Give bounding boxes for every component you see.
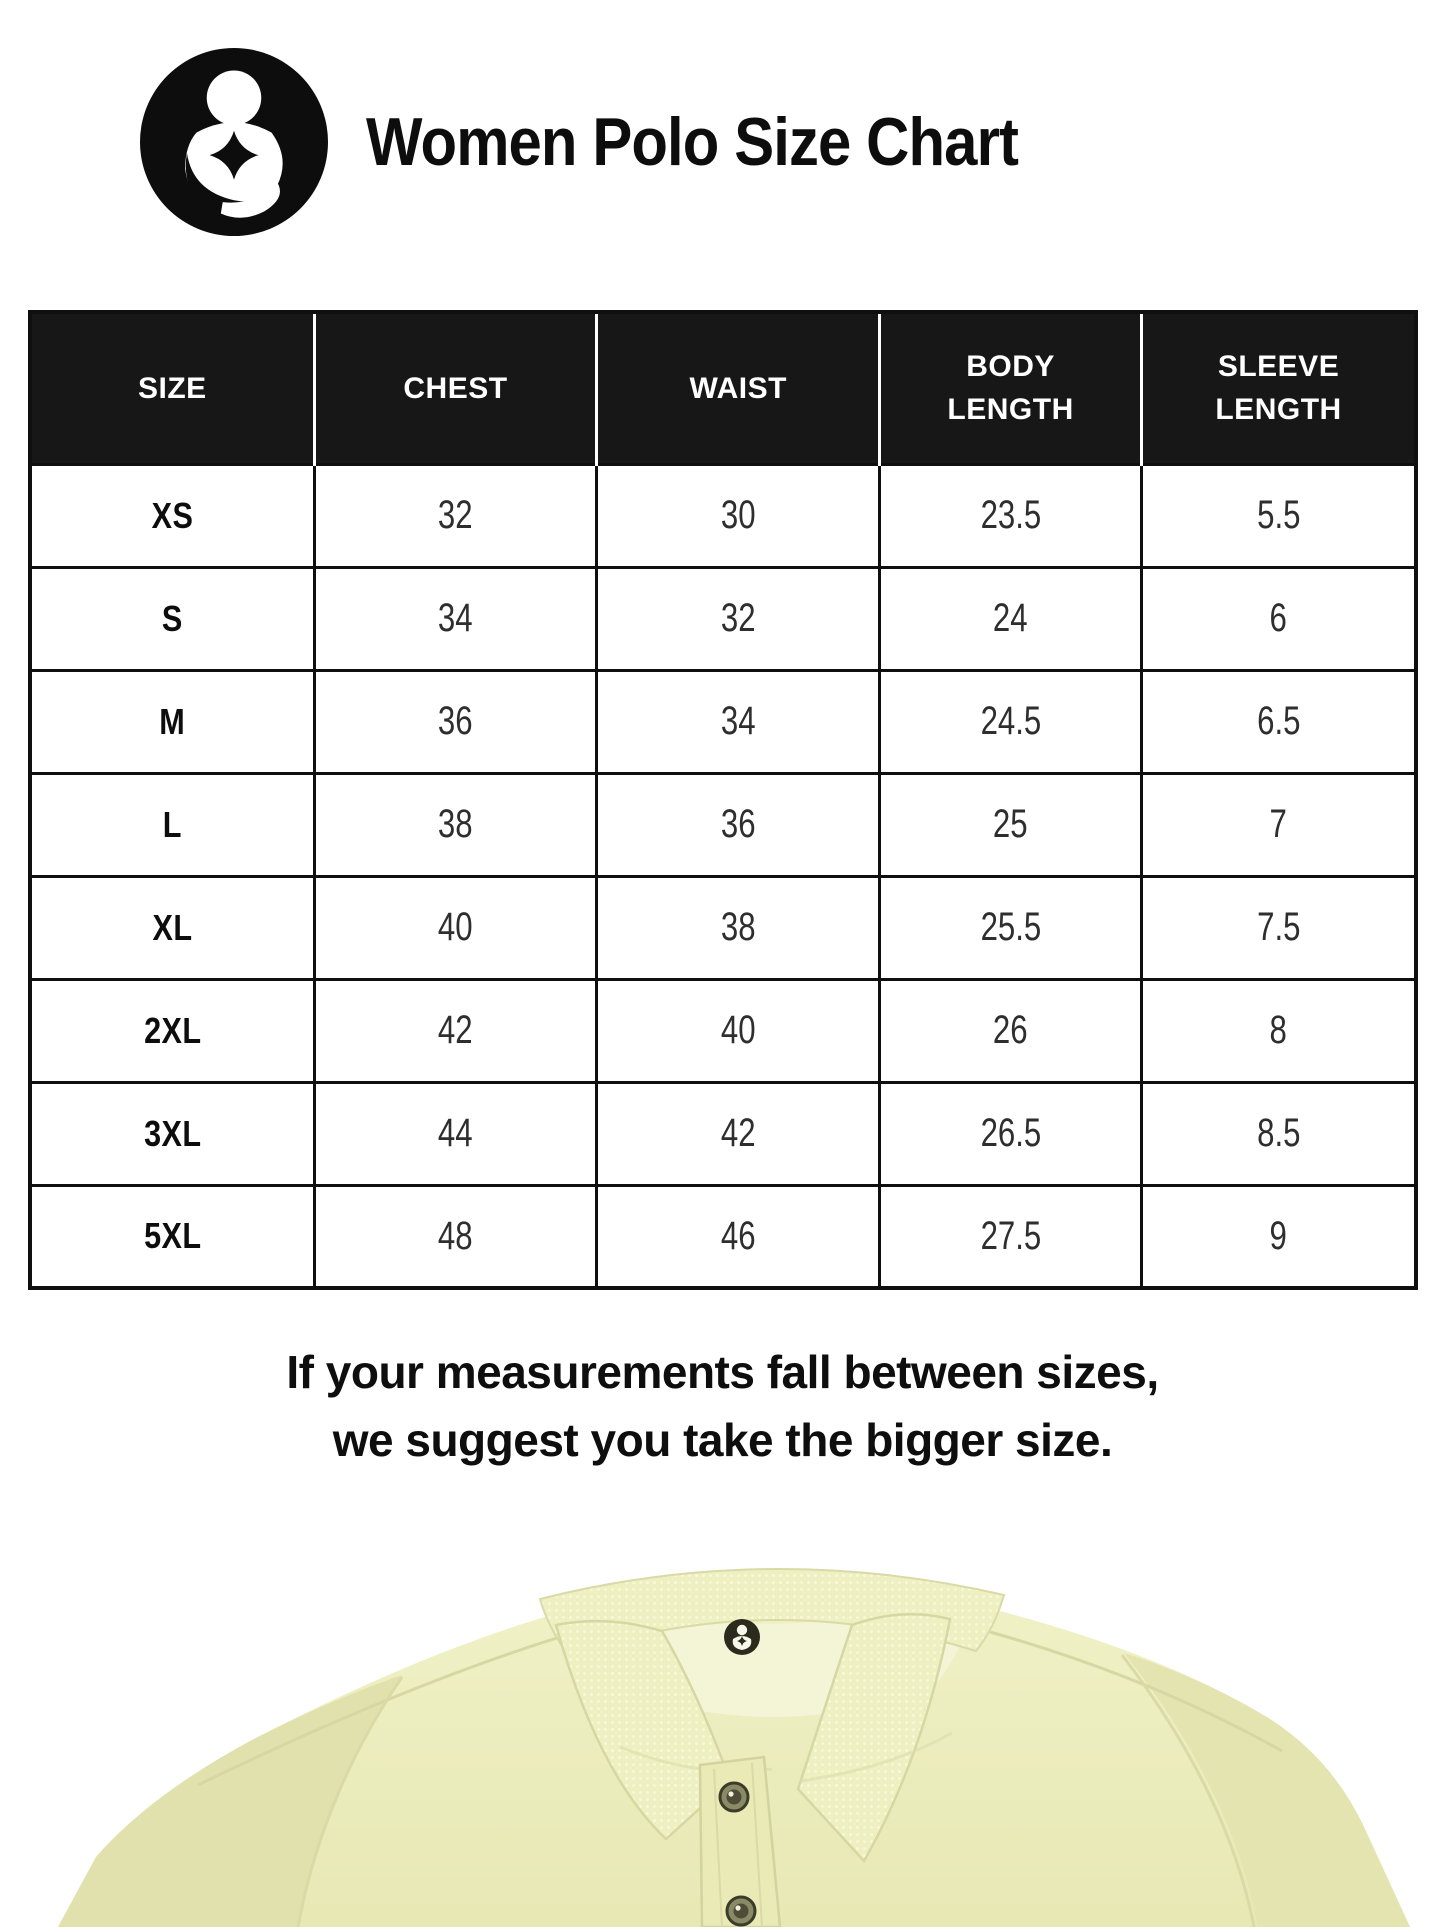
body-length-value: 24.5: [980, 699, 1041, 743]
body-length-cell: [880, 464, 1142, 567]
sleeve-length-value: 5.5: [1256, 493, 1301, 537]
body-length-cell: [880, 670, 1142, 773]
waist-value: 42: [720, 1111, 756, 1155]
sleeve-length-value: 7.5: [1256, 905, 1301, 949]
chest-cell: [314, 773, 597, 876]
waist-cell: [597, 773, 880, 876]
brand-header: [0, 0, 1445, 240]
body-length-value: 25: [993, 802, 1028, 846]
size-label: L: [162, 803, 182, 845]
waist-value: 34: [720, 699, 756, 743]
waist-value: 38: [720, 905, 756, 949]
sleeve-length-cell: [1142, 567, 1416, 670]
column-header-size: SIZE: [30, 312, 314, 464]
body-length-cell: [880, 979, 1142, 1082]
sleeve-length-cell: [1142, 979, 1416, 1082]
sleeve-length-cell: [1142, 1185, 1416, 1288]
chest-value: 42: [438, 1008, 473, 1052]
placket-button-bottom: [727, 1897, 755, 1925]
size-cell: [30, 1185, 314, 1288]
polo-shirt-illustration: [0, 1537, 1445, 1927]
chest-cell: [314, 979, 597, 1082]
chest-value: 32: [438, 493, 473, 537]
sleeve-length-cell: [1142, 876, 1416, 979]
chest-value: 38: [438, 802, 473, 846]
body-length-value: 25.5: [980, 905, 1041, 949]
mother-and-child-logo-icon: [140, 48, 328, 236]
waist-value: 36: [720, 802, 756, 846]
chest-value: 34: [438, 596, 473, 640]
chest-cell: [314, 1185, 597, 1288]
column-header-waist: WAIST: [597, 312, 880, 464]
body-length-value: 23.5: [980, 493, 1041, 537]
table-row: [30, 979, 1416, 1082]
size-label: 2XL: [143, 1009, 202, 1051]
waist-value: 30: [720, 493, 756, 537]
fit-note-line2: we suggest you take the bigger size.: [332, 1414, 1113, 1467]
table-row: [30, 670, 1416, 773]
waist-cell: [597, 979, 880, 1082]
size-cell: [30, 773, 314, 876]
table-row: [30, 567, 1416, 670]
table-row: [30, 464, 1416, 567]
waist-cell: [597, 464, 880, 567]
size-chart-table: [28, 310, 1418, 1290]
size-label: 3XL: [143, 1112, 202, 1154]
body-length-value: 26.5: [980, 1111, 1041, 1155]
waist-value: 40: [720, 1008, 756, 1052]
body-length-cell: [880, 773, 1142, 876]
table-header-row: [30, 312, 1416, 464]
body-length-value: 26: [993, 1008, 1028, 1052]
polo-shirt-photo: [0, 1537, 1445, 1927]
column-header-body-length: BODY LENGTH: [880, 312, 1142, 464]
waist-cell: [597, 1082, 880, 1185]
body-length-cell: [880, 876, 1142, 979]
fit-note: [0, 1338, 1445, 1474]
body-length-value: 24: [993, 596, 1028, 640]
size-cell: [30, 979, 314, 1082]
size-cell: [30, 876, 314, 979]
size-chart-table-wrap: [28, 310, 1418, 1290]
chest-value: 44: [438, 1111, 473, 1155]
waist-cell: [597, 876, 880, 979]
chest-cell: [314, 1082, 597, 1185]
table-row: [30, 1185, 1416, 1288]
column-header-chest: CHEST: [314, 312, 597, 464]
sleeve-length-cell: [1142, 670, 1416, 773]
neck-tag-logo-icon: [724, 1619, 760, 1655]
sleeve-length-cell: [1142, 464, 1416, 567]
sleeve-length-value: 8.5: [1256, 1111, 1301, 1155]
placket-button-top: [720, 1783, 748, 1811]
page-title: Women Polo Size Chart: [366, 104, 1019, 180]
table-row: [30, 1082, 1416, 1185]
size-cell: [30, 670, 314, 773]
waist-cell: [597, 567, 880, 670]
body-length-cell: [880, 1185, 1142, 1288]
chest-value: 48: [438, 1213, 473, 1258]
chest-cell: [314, 876, 597, 979]
size-label: M: [159, 700, 186, 742]
waist-cell: [597, 1185, 880, 1288]
size-label: XS: [151, 494, 194, 536]
size-label: 5XL: [143, 1215, 202, 1257]
size-label: S: [161, 597, 183, 639]
waist-cell: [597, 670, 880, 773]
size-cell: [30, 464, 314, 567]
sleeve-length-value: 8: [1269, 1008, 1288, 1052]
fit-note-line1: If your measurements fall between sizes,: [286, 1346, 1159, 1398]
chest-value: 40: [438, 905, 473, 949]
table-row: [30, 876, 1416, 979]
body-length-cell: [880, 1082, 1142, 1185]
waist-value: 46: [720, 1213, 756, 1258]
size-cell: [30, 567, 314, 670]
sleeve-length-cell: [1142, 1082, 1416, 1185]
table-row: [30, 773, 1416, 876]
size-cell: [30, 1082, 314, 1185]
sleeve-length-value: 7: [1269, 802, 1288, 846]
sleeve-length-cell: [1142, 773, 1416, 876]
sleeve-length-value: 6: [1269, 596, 1288, 640]
chest-cell: [314, 567, 597, 670]
size-label: XL: [152, 906, 193, 948]
body-length-cell: [880, 567, 1142, 670]
chest-value: 36: [438, 699, 473, 743]
column-header-sleeve-length: SLEEVE LENGTH: [1142, 312, 1416, 464]
body-length-value: 27.5: [980, 1213, 1041, 1258]
sleeve-length-value: 6.5: [1256, 699, 1301, 743]
chest-cell: [314, 670, 597, 773]
sleeve-length-value: 9: [1269, 1213, 1288, 1258]
chest-cell: [314, 464, 597, 567]
waist-value: 32: [720, 596, 756, 640]
